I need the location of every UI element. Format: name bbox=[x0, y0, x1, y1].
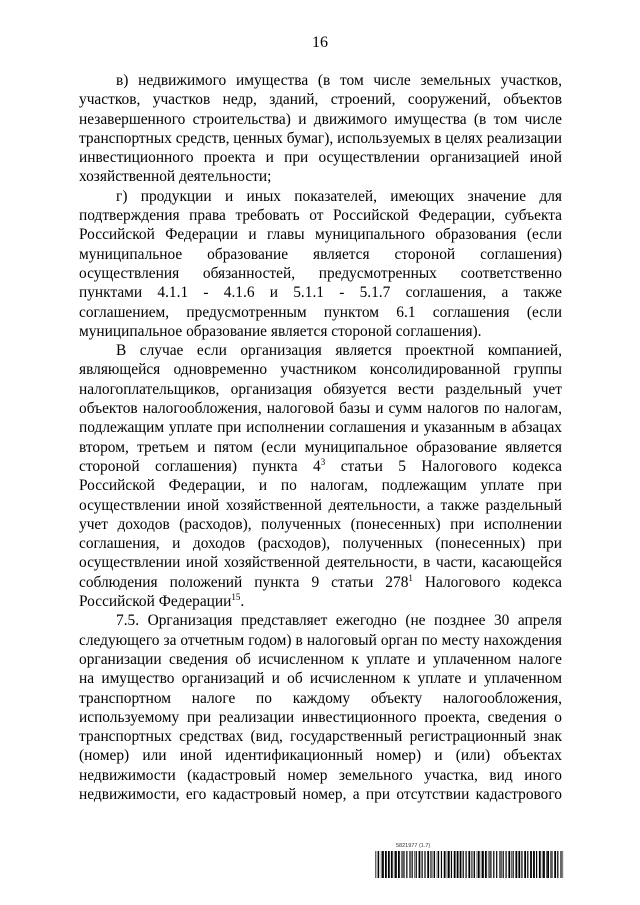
barcode-bar bbox=[410, 851, 411, 878]
barcode-bar bbox=[477, 851, 478, 878]
text-segment: участков, участков недр, зданий, строений, сооружений, объектов bbox=[79, 91, 562, 109]
barcode-bar bbox=[543, 851, 545, 878]
barcode-bar bbox=[506, 851, 507, 878]
barcode-bar bbox=[530, 851, 532, 878]
barcode-bar bbox=[430, 851, 431, 878]
text-segment: транспортных средствах (вид, государственный регистрационный знак bbox=[79, 728, 562, 746]
barcode-bar bbox=[496, 851, 497, 878]
text-segment: незавершенного строительства) и движимого имущества (в том числе bbox=[79, 110, 562, 128]
barcode-bar bbox=[533, 851, 535, 878]
text-line bbox=[79, 187, 562, 206]
text-line bbox=[79, 553, 562, 572]
barcode-bar bbox=[377, 851, 378, 878]
text-segment: подлежащим уплате при исполнении соглашения и указанным в абзацах bbox=[79, 419, 562, 437]
barcode-bar bbox=[488, 851, 489, 878]
barcode-bar bbox=[403, 851, 404, 878]
text-segment: 7.5. Организация представляет ежегодно (не позднее 30 апреля bbox=[116, 612, 562, 630]
text-segment: осуществлении иной хозяйственной деятельности, а также раздельный bbox=[79, 496, 562, 514]
text-line bbox=[79, 303, 562, 322]
barcode-bar bbox=[554, 851, 556, 878]
text-line bbox=[79, 457, 562, 476]
barcode-bar bbox=[402, 851, 403, 878]
barcode-bar bbox=[454, 851, 456, 878]
text-line bbox=[79, 341, 562, 360]
text-segment: В случае если организация является проектной компанией, bbox=[116, 342, 562, 360]
text-line bbox=[79, 167, 562, 186]
barcode-bar bbox=[463, 851, 464, 878]
footnote-reference: 15 bbox=[231, 592, 241, 603]
text-line bbox=[79, 90, 562, 109]
text-segment: налогоплательщиков, организация обязуется вести раздельный учет bbox=[79, 380, 562, 398]
document-stamp: 5821977 (1.7) bbox=[396, 843, 431, 849]
text-segment: организации сведения об исчисленном к уплате и уплаченном налоге bbox=[79, 650, 562, 668]
text-line bbox=[79, 129, 562, 148]
text-segment: стороной соглашения) пункта 4 bbox=[79, 457, 321, 475]
text-line bbox=[79, 418, 562, 437]
text-line bbox=[79, 689, 562, 708]
text-segment: осуществления обязанностей, предусмотренных соответственно bbox=[79, 264, 562, 282]
text-segment: Российской Федерации, и по налогам, подлежащим уплате при bbox=[79, 477, 562, 495]
text-segment: пунктами 4.1.1 - 4.1.6 и 5.1.1 - 5.1.7 соглашения, а также bbox=[79, 284, 562, 302]
text-segment: соблюдения положений пункта 9 статьи 278 bbox=[79, 573, 409, 591]
text-line bbox=[79, 650, 562, 669]
text-line bbox=[79, 592, 562, 611]
barcode-bar bbox=[493, 851, 494, 878]
text-segment: Российской Федерации bbox=[79, 593, 232, 611]
text-line bbox=[79, 110, 562, 129]
barcode-bar bbox=[434, 851, 435, 878]
barcode-bar bbox=[441, 851, 442, 878]
text-segment: муниципальное образование является стороной соглашения) bbox=[79, 245, 562, 263]
text-segment: соглашения, и доходов (расходов), полученных (понесенных) при bbox=[79, 535, 562, 553]
text-segment: статьи 5 Налогового кодекса bbox=[325, 457, 562, 475]
text-segment: Налогового кодекса bbox=[412, 573, 562, 591]
barcode-bar bbox=[482, 851, 484, 878]
text-line bbox=[79, 360, 562, 379]
barcode-bar bbox=[422, 851, 423, 878]
text-line bbox=[79, 206, 562, 225]
barcode-bar bbox=[550, 851, 551, 878]
barcode-bar bbox=[457, 851, 459, 878]
barcode-bar bbox=[409, 851, 410, 878]
barcode-bar bbox=[444, 851, 446, 878]
text-line bbox=[79, 380, 562, 399]
barcode-bar bbox=[398, 851, 400, 878]
barcode-bar bbox=[394, 851, 395, 878]
text-segment: на имущество организаций и об исчисленном к уплате и уплаченном bbox=[79, 670, 562, 688]
text-segment: (номер) или иной идентификационный номер) и (или) объектах bbox=[79, 747, 562, 765]
text-line bbox=[79, 225, 562, 244]
barcode-bar bbox=[385, 851, 387, 878]
barcode-bar bbox=[485, 851, 487, 878]
text-segment: в) недвижимого имущества (в том числе земельных участков, bbox=[116, 72, 562, 89]
barcode-bar bbox=[499, 851, 500, 878]
text-line bbox=[79, 515, 562, 534]
text-line bbox=[79, 669, 562, 688]
text-line bbox=[79, 264, 562, 283]
barcode-bar bbox=[378, 851, 379, 878]
barcode-bar bbox=[416, 851, 417, 878]
text-segment: инвестиционного проекта и при осуществлении организацией иной bbox=[79, 149, 562, 167]
text-segment: объектов налогообложения, налоговой базы и сумм налогов по налогам, bbox=[79, 400, 562, 418]
barcode-bar bbox=[500, 851, 501, 878]
text-line bbox=[79, 746, 562, 765]
barcode-bar bbox=[551, 851, 552, 878]
barcode-bar bbox=[395, 851, 397, 878]
text-segment: транспортных средств, ценных бумаг), используемых в целях реализации bbox=[79, 129, 562, 147]
barcode-bar bbox=[524, 851, 526, 878]
text-segment: являющейся одновременно участником консолидированной группы bbox=[79, 361, 562, 379]
text-line bbox=[79, 708, 562, 727]
text-segment: хозяйственной деятельности; bbox=[79, 168, 272, 186]
text-line bbox=[79, 785, 562, 804]
barcode-bar bbox=[518, 851, 520, 878]
barcode-bar bbox=[478, 851, 480, 878]
text-segment: следующего за отчетным годом) в налоговый орган по месту нахождения bbox=[79, 631, 562, 649]
barcode-bar bbox=[382, 851, 384, 878]
text-segment: Российской Федерации и главы муниципального образования (если bbox=[79, 226, 562, 244]
barcode-bar bbox=[427, 851, 429, 878]
barcode-bar bbox=[391, 851, 393, 878]
barcode-bar bbox=[433, 851, 434, 878]
barcode-bar bbox=[437, 851, 438, 878]
text-line bbox=[79, 283, 562, 302]
barcode-bar bbox=[424, 851, 425, 878]
barcode-bar bbox=[489, 851, 490, 878]
text-line bbox=[79, 496, 562, 515]
barcode-bar bbox=[501, 851, 502, 878]
text-segment: соглашением, предусмотренным пунктом 6.1 соглашения (если bbox=[79, 303, 562, 321]
barcode-bar bbox=[406, 851, 407, 878]
text-segment: транспортном налоге по каждому объекту налогообложения, bbox=[79, 689, 562, 707]
barcode-bar bbox=[448, 851, 450, 878]
barcode-bar bbox=[515, 851, 517, 878]
barcode-bar bbox=[521, 851, 522, 878]
barcode-bar bbox=[388, 851, 390, 878]
text-segment: осуществлении иной хозяйственной деятельности, в части, касающейся bbox=[79, 554, 562, 572]
body-text bbox=[79, 71, 562, 804]
barcode-bar bbox=[471, 851, 472, 878]
barcode-bar bbox=[503, 851, 504, 878]
footnote-reference: 3 bbox=[320, 456, 326, 467]
text-segment: подтверждения права требовать от Российской Федерации, субъекта bbox=[79, 207, 562, 225]
footnote-reference: 1 bbox=[408, 572, 413, 583]
barcode-bar bbox=[539, 851, 541, 878]
barcode-bar bbox=[412, 851, 413, 878]
barcode-bar bbox=[557, 851, 558, 878]
text-line bbox=[79, 476, 562, 495]
barcode-bar bbox=[563, 851, 564, 878]
text-segment: учет доходов (расходов), полученных (понесенных) при исполнении bbox=[79, 515, 562, 533]
text-line bbox=[79, 573, 562, 592]
barcode-bar bbox=[513, 851, 514, 878]
text-line bbox=[79, 245, 562, 264]
barcode-bar bbox=[474, 851, 475, 878]
text-line bbox=[79, 322, 562, 341]
text-segment: муниципальное образование является стороной соглашения). bbox=[79, 322, 482, 340]
barcode-bar bbox=[414, 851, 415, 878]
barcode-bar bbox=[560, 851, 561, 878]
barcode-bar bbox=[468, 851, 470, 878]
text-segment: втором, третьем и пятом (если муниципальное образование является bbox=[79, 438, 562, 456]
text-segment: используемому при реализации инвестиционного проекта, сведения о bbox=[79, 708, 562, 726]
barcode-bar bbox=[511, 851, 512, 878]
barcode-bar bbox=[473, 851, 474, 878]
text-line bbox=[79, 631, 562, 650]
barcode-bar bbox=[542, 851, 543, 878]
barcode-bar bbox=[401, 851, 402, 878]
text-segment: г) продукции и иных показателей, имеющих значение для bbox=[116, 187, 562, 205]
text-line bbox=[79, 399, 562, 418]
text-segment: . bbox=[240, 593, 245, 611]
barcode-bar bbox=[460, 851, 462, 878]
text-line bbox=[79, 766, 562, 785]
text-line bbox=[79, 534, 562, 553]
barcode-bar bbox=[561, 851, 562, 878]
barcode-bar bbox=[375, 851, 376, 878]
text-line bbox=[79, 438, 562, 457]
barcode-bar bbox=[508, 851, 510, 878]
barcode-bar bbox=[536, 851, 537, 878]
barcode-bar bbox=[438, 851, 439, 878]
text-line bbox=[79, 148, 562, 167]
page-number: 16 bbox=[312, 34, 328, 51]
barcode bbox=[375, 851, 565, 878]
barcode-bar bbox=[481, 851, 482, 878]
text-segment: недвижимости (кадастровый номер земельного участка, вид иного bbox=[79, 766, 562, 784]
barcode-bar bbox=[419, 851, 421, 878]
text-segment: недвижимости, его кадастровый номер, а при отсутствии кадастрового bbox=[79, 785, 562, 803]
barcode-bar bbox=[527, 851, 528, 878]
barcode-bar bbox=[490, 851, 491, 878]
barcode-bar bbox=[451, 851, 452, 878]
barcode-bar bbox=[431, 851, 432, 878]
barcode-bar bbox=[447, 851, 448, 878]
text-line bbox=[79, 727, 562, 746]
text-line bbox=[79, 611, 562, 630]
barcode-bar bbox=[381, 851, 382, 878]
text-line bbox=[79, 71, 562, 90]
barcode-bar bbox=[547, 851, 549, 878]
barcode-bar bbox=[466, 851, 467, 878]
barcode-bar bbox=[546, 851, 547, 878]
